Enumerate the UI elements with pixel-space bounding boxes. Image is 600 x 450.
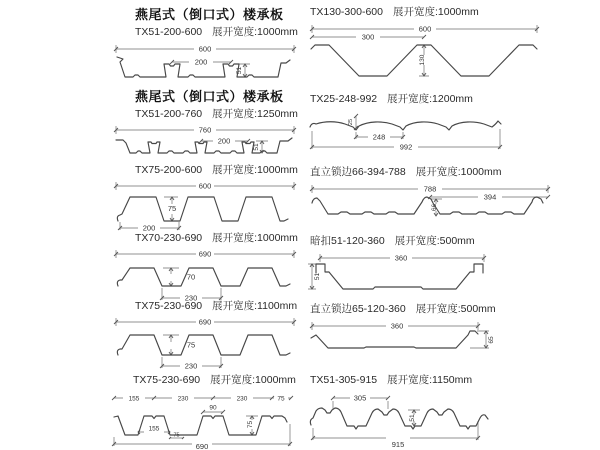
panel-subtitle: [310, 372, 518, 387]
dim-label-height: 25: [348, 118, 354, 126]
dim-label-overall: 788: [423, 184, 437, 194]
coil-width: 展开宽度:1200mm: [387, 93, 473, 105]
coil-width: 展开宽度:1100mm: [212, 300, 298, 312]
dim-label-height: 65: [488, 336, 495, 344]
dim-label-overall: 690: [198, 317, 212, 327]
profile-path: [310, 408, 488, 429]
dim-label-height: 75: [186, 340, 196, 350]
coil-width: 展开宽度:1000mm: [212, 26, 298, 38]
panel-subtitle: [310, 233, 498, 248]
dim-label-overall: 690: [198, 249, 212, 259]
profile-path: [116, 138, 292, 153]
dim-label-overall: 360: [390, 321, 404, 331]
panel-subtitle: [310, 301, 510, 316]
dim-label-seg3: 230: [236, 395, 248, 403]
panel-tx75-230-690-1000: [106, 372, 302, 450]
dim-label-seg1: 155: [128, 395, 140, 403]
coil-width: 展开宽度:1000mm: [415, 166, 502, 178]
profile-drawing-zhili-suobian-66: [306, 182, 556, 226]
panel-tx25-248-992: [306, 91, 510, 153]
model-code: 暗扣51-120-360: [310, 235, 385, 247]
coil-width: 展开宽度:1000mm: [212, 164, 298, 176]
profile-drawing-tx130-300-600: [306, 22, 550, 84]
dim-label-pitch: 248: [372, 132, 386, 142]
panel-text: [135, 162, 298, 177]
profile-path: [117, 335, 290, 355]
dim-label-height: 75: [247, 420, 254, 429]
dim-label-height: 70: [186, 272, 196, 282]
coil-width: 展开宽度:1250mm: [212, 108, 298, 120]
profile-path: [312, 197, 543, 214]
panel-tx75-230-690-1100: [112, 298, 298, 370]
dim-label-overall: 760: [198, 125, 212, 135]
dim-label-pitch: 230: [184, 293, 198, 302]
dim-label-pitch: 305: [353, 393, 367, 403]
dim-label-height: 51: [236, 66, 243, 75]
dim-label-pitch: 230: [184, 361, 198, 370]
coil-width: 展开宽度:1000mm: [392, 6, 479, 18]
panel-tx130-300-600: [306, 4, 550, 84]
dim-label-rib-top: 90: [209, 404, 217, 412]
panel-text: [135, 230, 298, 245]
dim-label-valley: 75: [173, 432, 180, 439]
panel-subtitle: [310, 91, 510, 106]
profile-drawing-zhili-suobian-65: [306, 319, 510, 359]
profile-drawing-tx51-200-760: [112, 124, 298, 166]
panel-zhili-suobian-66-394-788: [306, 164, 556, 226]
dim-label-pitch: 300: [361, 32, 375, 42]
profile-path: [117, 197, 288, 221]
dim-label-pitch: 200: [194, 57, 208, 67]
profile-drawing-tx51-200-600: [112, 42, 298, 88]
dim-label-overall: 600: [418, 24, 432, 34]
dim-label-seg2: 230: [177, 395, 189, 403]
panel-subtitle: [135, 162, 298, 177]
panel-tx70-230-690: [112, 230, 298, 302]
model-code: TX25-248-992: [310, 93, 378, 105]
profile-path: [316, 264, 483, 289]
coil-width: 展开宽度:1150mm: [387, 374, 473, 386]
model-code: 直立锁边65-120-360: [310, 303, 406, 315]
coil-width: 展开宽度:500mm: [394, 235, 475, 247]
profile-drawing-ankou-51: [306, 251, 498, 299]
model-code: TX130-300-600: [310, 6, 383, 18]
panel-subtitle: [135, 230, 298, 245]
panel-subtitle: [135, 298, 298, 313]
dim-label-seg4: 75: [277, 395, 285, 403]
panel-text: [310, 301, 510, 316]
coil-width: 展开宽度:500mm: [415, 303, 496, 315]
model-code: 直立锁边66-394-788: [310, 166, 406, 178]
profile-path: [310, 118, 501, 130]
profile-drawing-tx70-230-690: [112, 248, 298, 302]
panel-subtitle: [133, 372, 302, 387]
dimension-lines: [112, 396, 293, 446]
dim-label-overall: 992: [399, 142, 413, 152]
dim-label-rib-bottom: 155: [148, 425, 160, 433]
dim-label-height: 51: [409, 414, 416, 422]
dim-label-height: 130: [419, 54, 426, 66]
profile-drawing-tx25-248-992: [306, 109, 510, 153]
panel-text: [133, 372, 302, 387]
dimension-lines: [311, 393, 480, 440]
dim-label-pitch: 394: [483, 192, 497, 202]
panel-text: [310, 164, 556, 179]
panel-text: [310, 4, 550, 19]
model-code: TX75-230-690: [133, 374, 201, 386]
panel-text: [135, 86, 298, 121]
profile-path: [311, 331, 478, 348]
profile-drawing-tx51-305-915: [306, 390, 518, 448]
panel-tx75-200-600: [112, 162, 298, 232]
panel-text: [310, 233, 498, 248]
dim-label-overall: 600: [198, 181, 212, 191]
panel-tx51-200-600: [112, 4, 298, 88]
panel-subtitle: [135, 106, 298, 121]
profile-drawing-tx75-230-690-1000: [106, 390, 302, 450]
panel-subtitle: [310, 164, 556, 179]
panel-text: [310, 91, 510, 106]
model-code: TX51-305-915: [310, 374, 378, 386]
panel-ankou-51-120-360: [306, 233, 498, 299]
panel-zhili-suobian-65-120-360: [306, 301, 510, 359]
dim-label-overall: 690: [195, 442, 209, 450]
panel-tx51-305-915: [306, 372, 518, 448]
dim-label-overall: 360: [394, 253, 408, 263]
panel-text: [310, 372, 518, 387]
model-code: TX51-200-600: [135, 26, 203, 38]
panel-heading: 燕尾式（倒口式）楼承板: [135, 89, 284, 104]
dim-label-pitch: 200: [142, 223, 156, 232]
panel-text: [135, 4, 298, 39]
dim-label-height: 66: [431, 203, 438, 212]
profile-drawing-tx75-230-690-1100: [112, 316, 298, 370]
model-code: TX51-200-760: [135, 108, 203, 120]
dim-label-height: 51: [253, 143, 260, 151]
panel-subtitle: [310, 4, 550, 19]
model-code: TX70-230-690: [135, 232, 203, 244]
dim-label-overall: 600: [198, 44, 212, 54]
model-code: TX75-230-690: [135, 300, 203, 312]
profile-path: [117, 268, 290, 286]
coil-width: 展开宽度:1000mm: [210, 374, 296, 386]
panel-tx51-200-760: [112, 86, 298, 166]
coil-width: 展开宽度:1000mm: [212, 232, 298, 244]
panel-text: [135, 298, 298, 313]
dim-label-height: 75: [167, 204, 177, 213]
panel-heading: 燕尾式（倒口式）楼承板: [135, 7, 284, 22]
dim-label-pitch: 200: [217, 136, 231, 146]
model-code: TX75-200-600: [135, 164, 203, 176]
dim-label-height: 51: [314, 272, 321, 281]
dim-label-overall: 915: [391, 440, 405, 448]
panel-subtitle: [135, 24, 298, 39]
profile-drawing-tx75-200-600: [112, 180, 298, 232]
